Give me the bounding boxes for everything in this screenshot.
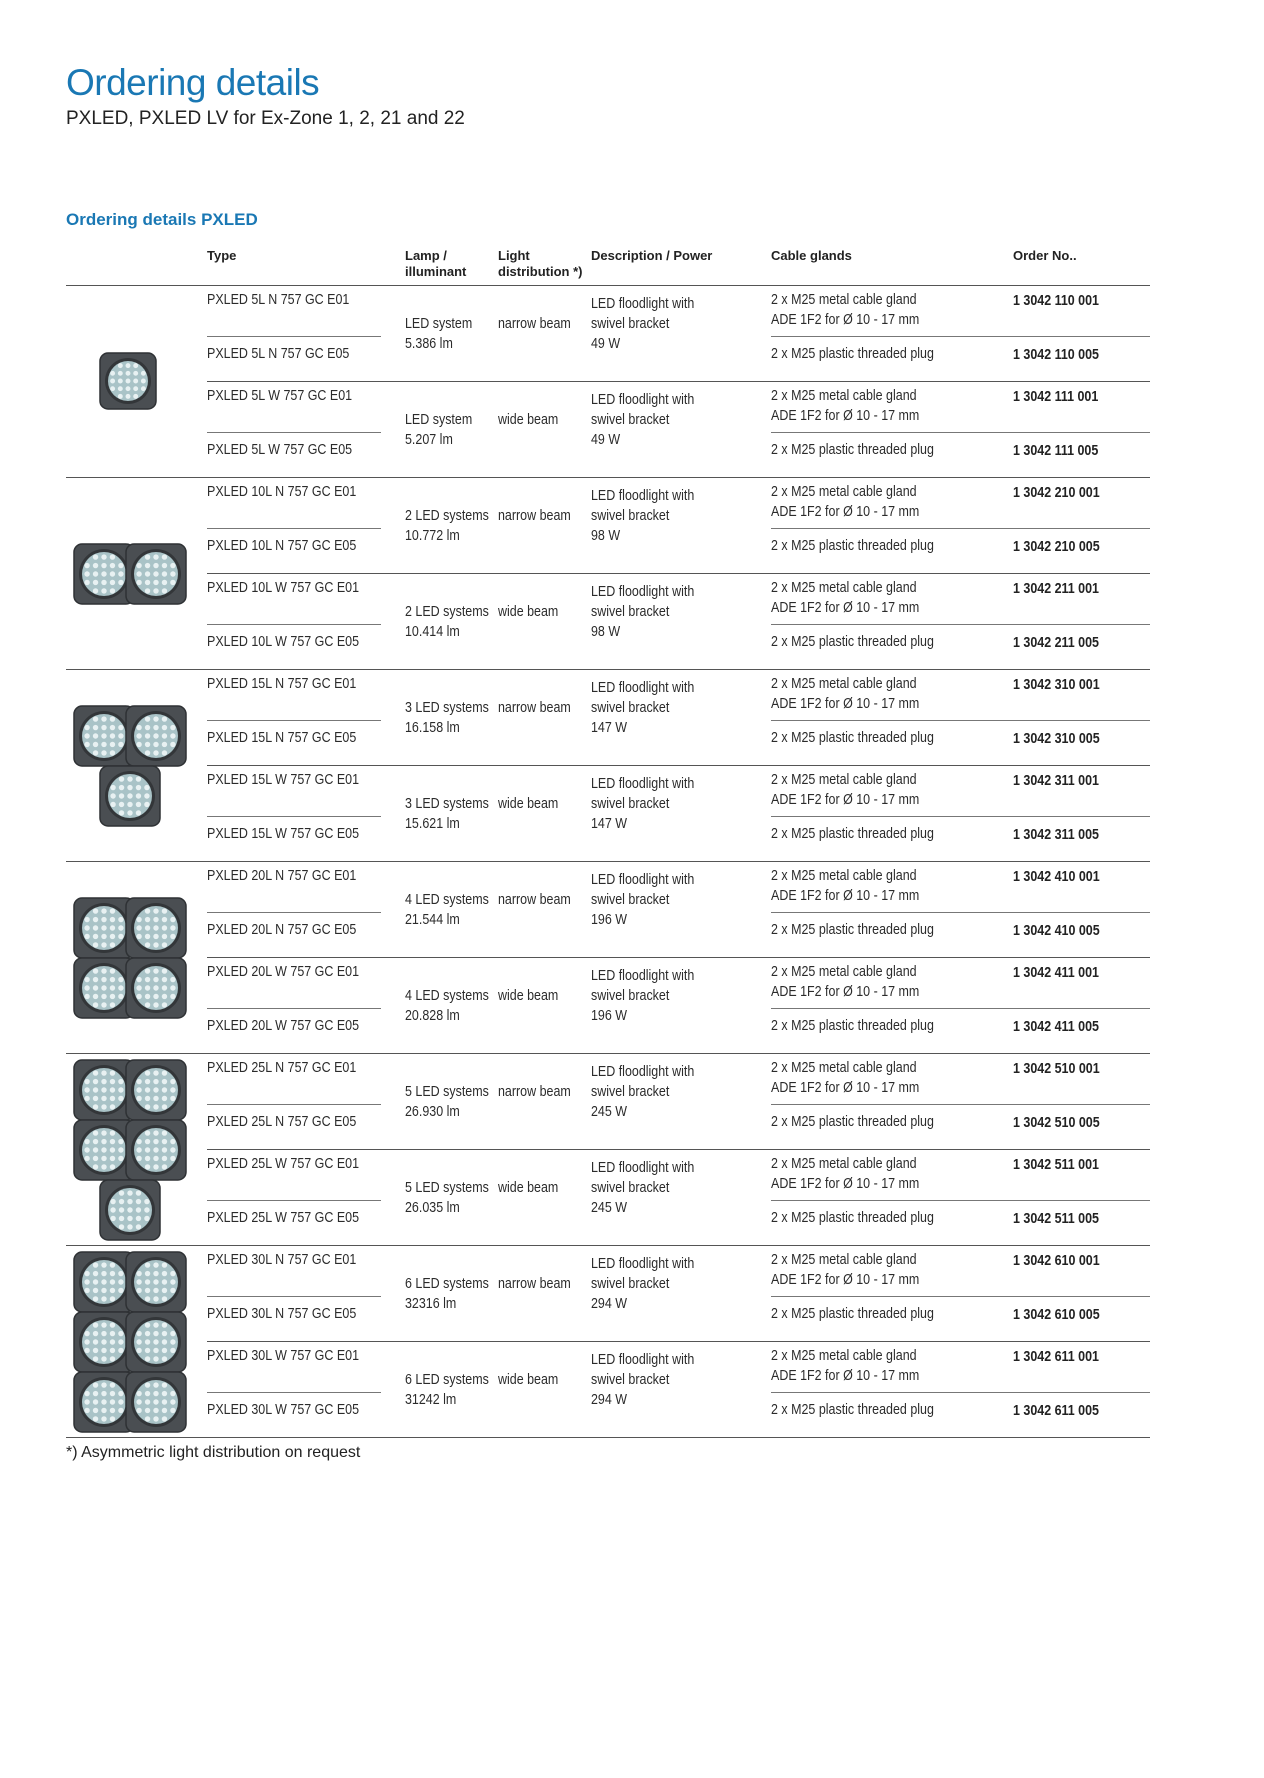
description-line: LED floodlight with bbox=[591, 1256, 695, 1272]
cable-gland: 2 x M25 plastic threaded plug bbox=[771, 346, 934, 362]
floodlight-image bbox=[66, 1057, 196, 1243]
cable-gland: 2 x M25 metal cable gland bbox=[771, 388, 917, 404]
order-number: 1 3042 511 001 bbox=[1013, 1157, 1099, 1173]
lamp-illuminant: 6 LED systems bbox=[405, 1372, 489, 1388]
power-value: 196 W bbox=[591, 1008, 628, 1024]
group-rule bbox=[66, 1053, 1150, 1054]
order-number: 1 3042 410 005 bbox=[1013, 923, 1100, 939]
row-rule bbox=[207, 1296, 381, 1297]
row-rule bbox=[207, 1392, 381, 1393]
lamp-illuminant: 3 LED systems bbox=[405, 796, 489, 812]
cable-gland: 2 x M25 plastic threaded plug bbox=[771, 826, 934, 842]
row-rule bbox=[207, 1008, 381, 1009]
description-line: LED floodlight with bbox=[591, 872, 695, 888]
cable-gland-detail: ADE 1F2 for Ø 10 - 17 mm bbox=[771, 792, 920, 808]
power-value: 294 W bbox=[591, 1392, 628, 1408]
power-value: 147 W bbox=[591, 816, 628, 832]
luminous-flux: 10.772 lm bbox=[405, 528, 460, 544]
floodlight-image bbox=[66, 1249, 196, 1435]
cable-gland: 2 x M25 metal cable gland bbox=[771, 1348, 917, 1364]
light-distribution: narrow beam bbox=[498, 1084, 571, 1100]
page-title: Ordering details bbox=[66, 62, 320, 103]
description-line: LED floodlight with bbox=[591, 776, 695, 792]
pair-rule bbox=[207, 1341, 1150, 1342]
cable-gland: 2 x M25 plastic threaded plug bbox=[771, 730, 934, 746]
power-value: 98 W bbox=[591, 528, 621, 544]
order-number: 1 3042 611 005 bbox=[1013, 1403, 1099, 1419]
product-type: PXLED 5L W 757 GC E05 bbox=[207, 442, 353, 458]
description-line: swivel bracket bbox=[591, 1084, 670, 1100]
product-type: PXLED 15L W 757 GC E05 bbox=[207, 826, 360, 842]
cable-gland: 2 x M25 plastic threaded plug bbox=[771, 922, 934, 938]
cable-gland: 2 x M25 metal cable gland bbox=[771, 676, 917, 692]
product-type: PXLED 30L N 757 GC E01 bbox=[207, 1252, 357, 1268]
light-distribution: wide beam bbox=[498, 412, 559, 428]
col-order: Order No.. bbox=[1013, 248, 1077, 263]
order-number: 1 3042 310 005 bbox=[1013, 731, 1100, 747]
order-number: 1 3042 110 005 bbox=[1013, 347, 1099, 363]
luminous-flux: 32316 lm bbox=[405, 1296, 457, 1312]
cable-gland: 2 x M25 plastic threaded plug bbox=[771, 1402, 934, 1418]
order-number: 1 3042 511 005 bbox=[1013, 1211, 1099, 1227]
row-rule bbox=[207, 624, 381, 625]
description-line: swivel bracket bbox=[591, 988, 670, 1004]
luminous-flux: 26.930 lm bbox=[405, 1104, 460, 1120]
product-type: PXLED 5L N 757 GC E05 bbox=[207, 346, 350, 362]
product-type: PXLED 20L W 757 GC E01 bbox=[207, 964, 360, 980]
col-light-2: distribution *) bbox=[498, 264, 583, 279]
description-line: swivel bracket bbox=[591, 316, 670, 332]
product-type: PXLED 15L N 757 GC E05 bbox=[207, 730, 357, 746]
cable-gland-detail: ADE 1F2 for Ø 10 - 17 mm bbox=[771, 984, 920, 1000]
cable-gland: 2 x M25 metal cable gland bbox=[771, 1252, 917, 1268]
order-number: 1 3042 210 001 bbox=[1013, 485, 1100, 501]
description-line: LED floodlight with bbox=[591, 680, 695, 696]
cable-gland: 2 x M25 metal cable gland bbox=[771, 292, 917, 308]
row-rule bbox=[207, 912, 381, 913]
lamp-illuminant: 4 LED systems bbox=[405, 988, 489, 1004]
group-rule bbox=[66, 861, 1150, 862]
floodlight-image bbox=[66, 481, 196, 667]
floodlight-image bbox=[66, 673, 196, 859]
order-number: 1 3042 311 005 bbox=[1013, 827, 1099, 843]
lamp-illuminant: 3 LED systems bbox=[405, 700, 489, 716]
row-rule bbox=[771, 1296, 1150, 1297]
row-rule bbox=[207, 528, 381, 529]
floodlight-image bbox=[66, 289, 196, 475]
cable-gland: 2 x M25 plastic threaded plug bbox=[771, 1018, 934, 1034]
description-line: swivel bracket bbox=[591, 796, 670, 812]
luminous-flux: 31242 lm bbox=[405, 1392, 457, 1408]
cable-gland-detail: ADE 1F2 for Ø 10 - 17 mm bbox=[771, 696, 920, 712]
description-line: swivel bracket bbox=[591, 1372, 670, 1388]
lamp-illuminant: LED system bbox=[405, 412, 473, 428]
cable-gland-detail: ADE 1F2 for Ø 10 - 17 mm bbox=[771, 504, 920, 520]
cable-gland: 2 x M25 metal cable gland bbox=[771, 1156, 917, 1172]
footnote: *) Asymmetric light distribution on request bbox=[66, 1444, 361, 1461]
luminous-flux: 15.621 lm bbox=[405, 816, 460, 832]
order-number: 1 3042 210 005 bbox=[1013, 539, 1100, 555]
description-line: swivel bracket bbox=[591, 1276, 670, 1292]
light-distribution: wide beam bbox=[498, 1372, 559, 1388]
power-value: 98 W bbox=[591, 624, 621, 640]
pair-rule bbox=[207, 765, 1150, 766]
description-line: LED floodlight with bbox=[591, 392, 695, 408]
row-rule bbox=[771, 720, 1150, 721]
cable-gland: 2 x M25 metal cable gland bbox=[771, 964, 917, 980]
light-distribution: narrow beam bbox=[498, 508, 571, 524]
description-line: swivel bracket bbox=[591, 508, 670, 524]
order-number: 1 3042 110 001 bbox=[1013, 293, 1099, 309]
description-line: LED floodlight with bbox=[591, 584, 695, 600]
row-rule bbox=[207, 1200, 381, 1201]
light-distribution: wide beam bbox=[498, 796, 559, 812]
description-line: LED floodlight with bbox=[591, 1064, 695, 1080]
section-title: Ordering details PXLED bbox=[66, 210, 258, 229]
product-type: PXLED 20L N 757 GC E01 bbox=[207, 868, 357, 884]
cable-gland: 2 x M25 plastic threaded plug bbox=[771, 1306, 934, 1322]
power-value: 49 W bbox=[591, 336, 621, 352]
cable-gland: 2 x M25 plastic threaded plug bbox=[771, 1210, 934, 1226]
product-type: PXLED 25L N 757 GC E01 bbox=[207, 1060, 357, 1076]
product-type: PXLED 10L N 757 GC E05 bbox=[207, 538, 357, 554]
cable-gland: 2 x M25 metal cable gland bbox=[771, 772, 917, 788]
description-line: LED floodlight with bbox=[591, 296, 695, 312]
product-type: PXLED 10L W 757 GC E01 bbox=[207, 580, 360, 596]
page-subtitle: PXLED, PXLED LV for Ex-Zone 1, 2, 21 and 22 bbox=[66, 108, 465, 129]
light-distribution: wide beam bbox=[498, 604, 559, 620]
row-rule bbox=[207, 816, 381, 817]
cable-gland-detail: ADE 1F2 for Ø 10 - 17 mm bbox=[771, 888, 920, 904]
product-type: PXLED 20L W 757 GC E05 bbox=[207, 1018, 360, 1034]
order-number: 1 3042 411 001 bbox=[1013, 965, 1099, 981]
order-number: 1 3042 510 001 bbox=[1013, 1061, 1100, 1077]
product-type: PXLED 25L W 757 GC E01 bbox=[207, 1156, 360, 1172]
col-light-1: Light bbox=[498, 248, 530, 263]
power-value: 245 W bbox=[591, 1104, 628, 1120]
row-rule bbox=[771, 624, 1150, 625]
light-distribution: narrow beam bbox=[498, 316, 571, 332]
row-rule bbox=[771, 336, 1150, 337]
cable-gland-detail: ADE 1F2 for Ø 10 - 17 mm bbox=[771, 408, 920, 424]
group-rule bbox=[66, 1437, 1150, 1438]
cable-gland: 2 x M25 plastic threaded plug bbox=[771, 1114, 934, 1130]
product-type: PXLED 10L N 757 GC E01 bbox=[207, 484, 357, 500]
col-lamp-1: Lamp / bbox=[405, 248, 447, 263]
luminous-flux: 26.035 lm bbox=[405, 1200, 460, 1216]
light-distribution: wide beam bbox=[498, 988, 559, 1004]
table-header bbox=[0, 248, 1264, 280]
row-rule bbox=[771, 1008, 1150, 1009]
product-type: PXLED 30L N 757 GC E05 bbox=[207, 1306, 357, 1322]
light-distribution: narrow beam bbox=[498, 700, 571, 716]
order-number: 1 3042 610 005 bbox=[1013, 1307, 1100, 1323]
cable-gland: 2 x M25 plastic threaded plug bbox=[771, 442, 934, 458]
product-type: PXLED 5L W 757 GC E01 bbox=[207, 388, 353, 404]
cable-gland-detail: ADE 1F2 for Ø 10 - 17 mm bbox=[771, 1176, 920, 1192]
row-rule bbox=[771, 912, 1150, 913]
cable-gland: 2 x M25 metal cable gland bbox=[771, 484, 917, 500]
cable-gland: 2 x M25 metal cable gland bbox=[771, 1060, 917, 1076]
product-type: PXLED 30L W 757 GC E05 bbox=[207, 1402, 360, 1418]
light-distribution: wide beam bbox=[498, 1180, 559, 1196]
product-type: PXLED 30L W 757 GC E01 bbox=[207, 1348, 360, 1364]
product-type: PXLED 20L N 757 GC E05 bbox=[207, 922, 357, 938]
col-cable: Cable glands bbox=[771, 248, 852, 263]
order-number: 1 3042 610 001 bbox=[1013, 1253, 1100, 1269]
cable-gland-detail: ADE 1F2 for Ø 10 - 17 mm bbox=[771, 312, 920, 328]
row-rule bbox=[207, 1104, 381, 1105]
light-distribution: narrow beam bbox=[498, 1276, 571, 1292]
order-number: 1 3042 611 001 bbox=[1013, 1349, 1099, 1365]
row-rule bbox=[207, 720, 381, 721]
product-type: PXLED 10L W 757 GC E05 bbox=[207, 634, 360, 650]
luminous-flux: 5.386 lm bbox=[405, 336, 453, 352]
power-value: 294 W bbox=[591, 1296, 628, 1312]
row-rule bbox=[771, 1104, 1150, 1105]
description-line: LED floodlight with bbox=[591, 1352, 695, 1368]
cable-gland-detail: ADE 1F2 for Ø 10 - 17 mm bbox=[771, 1272, 920, 1288]
pair-rule bbox=[207, 381, 1150, 382]
cable-gland-detail: ADE 1F2 for Ø 10 - 17 mm bbox=[771, 1080, 920, 1096]
description-line: swivel bracket bbox=[591, 1180, 670, 1196]
order-number: 1 3042 111 005 bbox=[1013, 443, 1099, 459]
lamp-illuminant: 5 LED systems bbox=[405, 1180, 489, 1196]
pair-rule bbox=[207, 957, 1150, 958]
row-rule bbox=[771, 1392, 1150, 1393]
power-value: 147 W bbox=[591, 720, 628, 736]
description-line: swivel bracket bbox=[591, 892, 670, 908]
luminous-flux: 21.544 lm bbox=[405, 912, 460, 928]
lamp-illuminant: 5 LED systems bbox=[405, 1084, 489, 1100]
product-type: PXLED 15L W 757 GC E01 bbox=[207, 772, 360, 788]
cable-gland: 2 x M25 metal cable gland bbox=[771, 868, 917, 884]
description-line: LED floodlight with bbox=[591, 488, 695, 504]
lamp-illuminant: 6 LED systems bbox=[405, 1276, 489, 1292]
description-line: LED floodlight with bbox=[591, 1160, 695, 1176]
col-type: Type bbox=[207, 248, 237, 263]
lamp-illuminant: 4 LED systems bbox=[405, 892, 489, 908]
order-number: 1 3042 211 005 bbox=[1013, 635, 1099, 651]
order-number: 1 3042 310 001 bbox=[1013, 677, 1100, 693]
header-rule bbox=[66, 285, 1150, 286]
order-number: 1 3042 411 005 bbox=[1013, 1019, 1099, 1035]
description-line: swivel bracket bbox=[591, 412, 670, 428]
pair-rule bbox=[207, 573, 1150, 574]
floodlight-image bbox=[66, 865, 196, 1051]
group-rule bbox=[66, 477, 1150, 478]
cable-gland: 2 x M25 metal cable gland bbox=[771, 580, 917, 596]
light-distribution: narrow beam bbox=[498, 892, 571, 908]
luminous-flux: 16.158 lm bbox=[405, 720, 460, 736]
lamp-illuminant: LED system bbox=[405, 316, 473, 332]
description-line: LED floodlight with bbox=[591, 968, 695, 984]
cable-gland-detail: ADE 1F2 for Ø 10 - 17 mm bbox=[771, 1368, 920, 1384]
description-line: swivel bracket bbox=[591, 700, 670, 716]
order-number: 1 3042 410 001 bbox=[1013, 869, 1100, 885]
col-desc: Description / Power bbox=[591, 248, 713, 263]
power-value: 196 W bbox=[591, 912, 628, 928]
power-value: 245 W bbox=[591, 1200, 628, 1216]
product-type: PXLED 5L N 757 GC E01 bbox=[207, 292, 350, 308]
order-number: 1 3042 311 001 bbox=[1013, 773, 1099, 789]
row-rule bbox=[771, 528, 1150, 529]
product-type: PXLED 15L N 757 GC E01 bbox=[207, 676, 357, 692]
cable-gland: 2 x M25 plastic threaded plug bbox=[771, 634, 934, 650]
product-type: PXLED 25L N 757 GC E05 bbox=[207, 1114, 357, 1130]
lamp-illuminant: 2 LED systems bbox=[405, 508, 489, 524]
row-rule bbox=[207, 432, 381, 433]
group-rule bbox=[66, 669, 1150, 670]
row-rule bbox=[771, 816, 1150, 817]
row-rule bbox=[771, 432, 1150, 433]
cable-gland-detail: ADE 1F2 for Ø 10 - 17 mm bbox=[771, 600, 920, 616]
pair-rule bbox=[207, 1149, 1150, 1150]
order-number: 1 3042 510 005 bbox=[1013, 1115, 1100, 1131]
description-line: swivel bracket bbox=[591, 604, 670, 620]
order-number: 1 3042 111 001 bbox=[1013, 389, 1099, 405]
lamp-illuminant: 2 LED systems bbox=[405, 604, 489, 620]
col-lamp-2: illuminant bbox=[405, 264, 467, 279]
luminous-flux: 5.207 lm bbox=[405, 432, 453, 448]
luminous-flux: 20.828 lm bbox=[405, 1008, 460, 1024]
order-number: 1 3042 211 001 bbox=[1013, 581, 1099, 597]
power-value: 49 W bbox=[591, 432, 621, 448]
luminous-flux: 10.414 lm bbox=[405, 624, 460, 640]
cable-gland: 2 x M25 plastic threaded plug bbox=[771, 538, 934, 554]
row-rule bbox=[771, 1200, 1150, 1201]
row-rule bbox=[207, 336, 381, 337]
group-rule bbox=[66, 1245, 1150, 1246]
product-type: PXLED 25L W 757 GC E05 bbox=[207, 1210, 360, 1226]
